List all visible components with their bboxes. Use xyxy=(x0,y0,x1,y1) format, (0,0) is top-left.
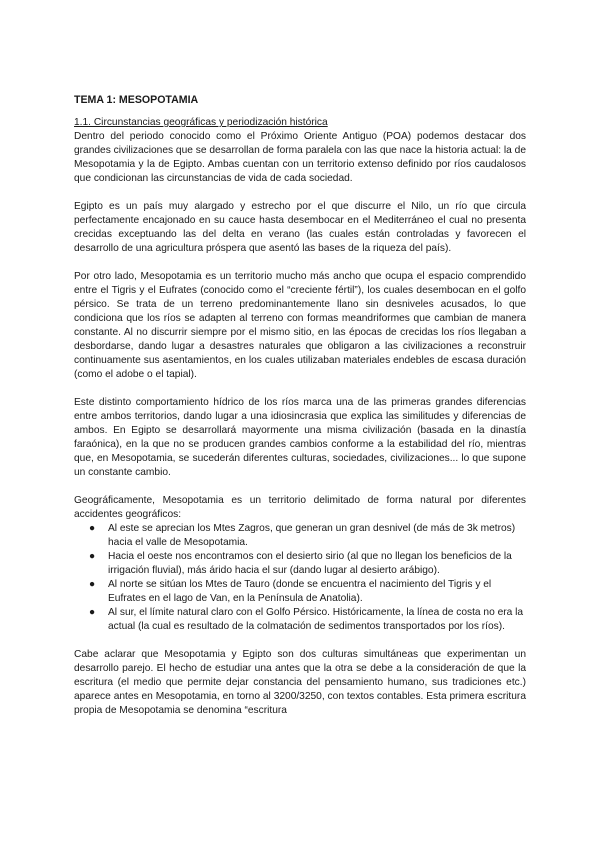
section-heading: 1.1. Circunstancias geográficas y periodización histórica xyxy=(74,117,328,128)
list-item-text: Al norte se sitúan los Mtes de Tauro (donde se encuentra el nacimiento del Tigris y el Eufrates en el lago de Van, en la Península de Anatolia). xyxy=(108,579,492,604)
list-item xyxy=(74,606,526,634)
document-page xyxy=(74,93,526,718)
list-item xyxy=(74,578,526,606)
paragraph-geography: Geográficamente, Mesopotamia es un territorio delimitado de forma natural por diferentes accidentes geográficos: xyxy=(74,495,526,520)
document-title: TEMA 1: MESOPOTAMIA xyxy=(74,94,199,106)
list-item xyxy=(74,522,526,550)
list-item-text: Al este se aprecian los Mtes Zagros, que generan un gran desnivel (de más de 3k metros) hacia el valle de Mesopotamia. xyxy=(108,523,516,548)
paragraph-comparison: Este distinto comportamiento hídrico de los ríos marca una de las primeras grandes diferencias entre ambos territorios, dando lugar a una idiosincrasia que explica las similitudes y diferencias de ambos. En Egipto se desarrollará mayormente una misma civilización (basada en la dinastía faraónica), en la que no se producen grandes cambios conforme a la estabilidad del río, mientras que, en Mesopotamia, se sucederán diferentes culturas, sociedades, civilizaciones... lo que supone un constante cambio. xyxy=(74,397,526,478)
bullet-icon: ● xyxy=(89,551,96,562)
bullet-icon: ● xyxy=(89,579,96,590)
paragraph-mesopotamia: Por otro lado, Mesopotamia es un territorio mucho más ancho que ocupa el espacio comprendido entre el Tigris y el Eufrates (conocido como el “creciente fértil”), los cuales desembocan en el golfo pérsico. Se trata de un terreno predominantemente llano sin desniveles acusados, lo que condiciona que los ríos se adapten al terreno con formas meandriformes que cambian de manera constante. Al no discurrir siempre por el mismo sitio, en las épocas de crecidas los ríos llegaban a desbordarse, dando lugar a desastres naturales que obligaron a las civilizaciones a reconstruir continuamente sus asentamientos, en los cuales utilizaban materiales endebles de escasa duración (como el adobe o el tapial). xyxy=(74,271,526,380)
list-item-text: Hacia el oeste nos encontramos con el desierto sirio (al que no llegan los beneficios de la irrigación fluvial), más árido hacia el sur (dando lugar al desierto arábigo). xyxy=(108,551,512,576)
bullet-icon: ● xyxy=(89,607,96,618)
paragraph-closing: Cabe aclarar que Mesopotamia y Egipto son dos culturas simultáneas que experimentan un desarrollo parejo. El hecho de estudiar una antes que la otra se debe a la consideración de que la escritura (el medio que permite dejar constancia del pensamiento humano, sus tradiciones etc.) aparece antes en Mesopotamia, en torno al 3200/3250, con textos contables. Esta primera escritura propia de Mesopotamia se denomina “escritura xyxy=(74,649,526,716)
paragraph-intro: Dentro del periodo conocido como el Próximo Oriente Antiguo (POA) podemos destacar dos grandes civilizaciones que se desarrollan de forma paralela con las que nace la historia actual: la de Mesopotamia y la de Egipto. Ambas cuentan con un territorio extenso definido por ríos caudalosos que condicionan las circunstancias de vida de cada sociedad. xyxy=(74,131,526,184)
paragraph-egipto: Egipto es un país muy alargado y estrecho por el que discurre el Nilo, un río que circula perfectamente encajonado en su cauce hasta desembocar en el Mediterráneo el cual no presenta crecidas exceptuando las del delta en verano (las cuales están controladas y favorecen el desarrollo de una agricultura próspera que asentó las bases de la riqueza del país). xyxy=(74,201,526,254)
geography-list xyxy=(74,522,526,634)
bullet-icon: ● xyxy=(89,523,96,534)
list-item-text: Al sur, el límite natural claro con el Golfo Pérsico. Históricamente, la línea de costa no era la actual (la cual es resultado de la colmatación de sedimentos transportados por los ríos). xyxy=(108,607,524,632)
list-item xyxy=(74,550,526,578)
